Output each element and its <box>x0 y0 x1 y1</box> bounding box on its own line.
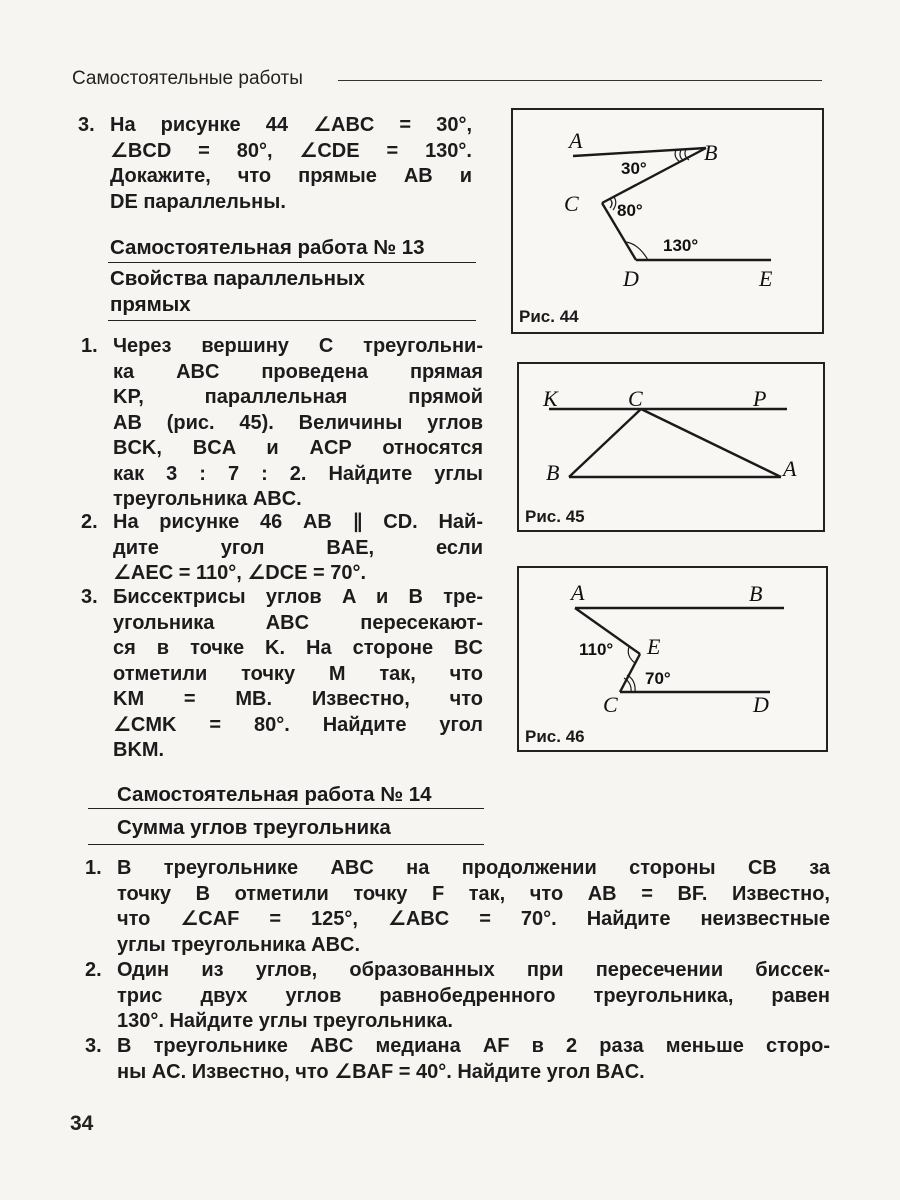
point-label-b: B <box>749 581 763 606</box>
task-line: AB (рис. 45). Величины углов <box>113 411 483 434</box>
task-line: Докажите, что прямые AB и <box>110 165 472 187</box>
figure-45-drawing <box>519 364 823 530</box>
angle-label-d: 130° <box>663 236 699 255</box>
task-line: KM = MB. Известно, что <box>113 688 483 710</box>
task-line: Биссектрисы углов A и B тре- <box>113 586 483 608</box>
work14-top-rule <box>88 808 484 809</box>
work14-subtitle-rule <box>88 844 484 845</box>
task-line: ны AC. Известно, что ∠BAF = 40°. Найдите угол BAC. <box>117 1060 645 1083</box>
task-text <box>113 510 483 587</box>
task-line: BCK, BCA и ACP относятся <box>113 437 483 459</box>
task-number: 3. <box>78 114 95 136</box>
figure-45 <box>517 362 825 532</box>
work14-title: Самостоятельная работа № 14 <box>117 783 432 806</box>
task-line: ∠AEC = 110°, ∠DCE = 70°. <box>113 562 367 584</box>
figure-45-caption: Рис. 45 <box>525 507 585 526</box>
task-line: 130°. Найдите углы треугольника. <box>117 1010 453 1032</box>
point-label-p: P <box>753 386 767 411</box>
task-line: BKM. <box>113 739 165 761</box>
work13-title-rule <box>108 262 476 263</box>
figure-44-drawing <box>513 110 822 332</box>
task-line: ∠CMK = 80°. Найдите угол <box>113 713 483 736</box>
work14-subtitle: Сумма углов треугольника <box>117 816 391 839</box>
point-label-k: K <box>543 386 558 411</box>
task-line: Один из углов, образованных при пересечении биссек- <box>117 959 830 981</box>
task-line: ∠BCD = 80°, ∠CDE = 130°. <box>110 139 472 162</box>
task-line: DE параллельны. <box>110 190 286 213</box>
running-header: Самостоятельные работы <box>72 68 303 89</box>
task-line: ся в точке K. На стороне BC <box>113 637 483 659</box>
figure-44-caption: Рис. 44 <box>519 307 579 326</box>
point-label-d: D <box>753 692 769 717</box>
point-label-e: E <box>759 266 773 291</box>
work13-subtitle <box>110 266 365 318</box>
task-line: углы треугольника ABC. <box>117 933 361 956</box>
point-label-e: E <box>647 634 661 659</box>
angle-arc-d <box>625 242 648 260</box>
task-number: 3. <box>85 1035 102 1057</box>
work13-task-2 <box>81 510 483 587</box>
task-text <box>113 585 483 764</box>
task-text <box>117 1034 830 1085</box>
task-line: KP, параллельная прямой <box>113 386 483 408</box>
task-line: отметили точку M так, что <box>113 662 483 685</box>
task-line: как 3 : 7 : 2. Найдите углы <box>113 462 483 485</box>
work13-task-1 <box>81 334 483 513</box>
work14-task-3 <box>85 1034 830 1085</box>
work13-subtitle-rule <box>108 320 476 321</box>
angle-label-c: 70° <box>645 669 671 688</box>
work13-task-3 <box>81 585 483 764</box>
work13-title: Самостоятельная работа № 13 <box>110 236 425 259</box>
task-line: На рисунке 46 AB ∥ CD. Най- <box>113 511 483 533</box>
figure-46-drawing <box>519 568 826 750</box>
task-text <box>117 958 830 1035</box>
point-label-b: B <box>546 460 560 485</box>
angle-label-e: 110° <box>579 640 614 659</box>
figure-46 <box>517 566 828 752</box>
task-number: 2. <box>81 511 98 533</box>
task-top-3 <box>78 113 472 215</box>
angle-arc-c <box>613 197 616 210</box>
point-label-c: C <box>564 191 579 216</box>
angle-label-c: 80° <box>617 201 643 220</box>
task-line: Через вершину C треугольни- <box>113 335 483 357</box>
line-bc <box>602 148 706 203</box>
point-label-a: A <box>571 580 585 605</box>
task-number: 3. <box>81 586 98 608</box>
task-number: 1. <box>81 335 98 357</box>
point-label-b: B <box>704 140 718 165</box>
page-number: 34 <box>70 1112 94 1135</box>
point-label-c: C <box>628 386 643 411</box>
task-line: что ∠CAF = 125°, ∠ABC = 70°. Найдите неизвестные <box>117 908 830 930</box>
line-ca <box>641 409 781 477</box>
work13-subtitle-line: Свойства параллельных <box>110 267 365 290</box>
point-label-a: A <box>783 456 797 481</box>
task-line: дите угол BAE, если <box>113 536 483 559</box>
task-text <box>113 334 483 513</box>
figure-44 <box>511 108 824 334</box>
point-label-c: C <box>603 692 618 717</box>
task-line: В треугольнике ABC медиана AF в 2 раза меньше сторо- <box>117 1035 830 1057</box>
task-line: точку B отметили точку F так, что AB = BF. Известно, <box>117 882 830 905</box>
work14-task-1 <box>85 856 830 958</box>
work13-subtitle-line: прямых <box>110 293 191 316</box>
task-line: В треугольнике ABC на продолжении стороны CB за <box>117 857 830 879</box>
figure-46-caption: Рис. 46 <box>525 727 585 746</box>
point-label-a: A <box>569 128 583 153</box>
task-text <box>117 856 830 958</box>
task-number: 2. <box>85 959 102 981</box>
line-cb <box>569 409 641 477</box>
task-line: треугольника ABC. <box>113 488 302 510</box>
work14-task-2 <box>85 958 830 1035</box>
angle-label-b: 30° <box>621 159 647 178</box>
task-line: На рисунке 44 ∠ABC = 30°, <box>110 114 472 136</box>
task-line: угольника ABC пересекают- <box>113 611 483 634</box>
task-number: 1. <box>85 857 102 879</box>
angle-arc-b <box>675 150 680 162</box>
header-rule <box>338 80 822 81</box>
task-line: ка ABC проведена прямая <box>113 360 483 383</box>
task-line: трис двух углов равнобедренного треугольника, равен <box>117 984 830 1007</box>
angle-arc-c <box>610 199 612 208</box>
point-label-d: D <box>623 266 639 291</box>
task-text <box>110 113 472 215</box>
